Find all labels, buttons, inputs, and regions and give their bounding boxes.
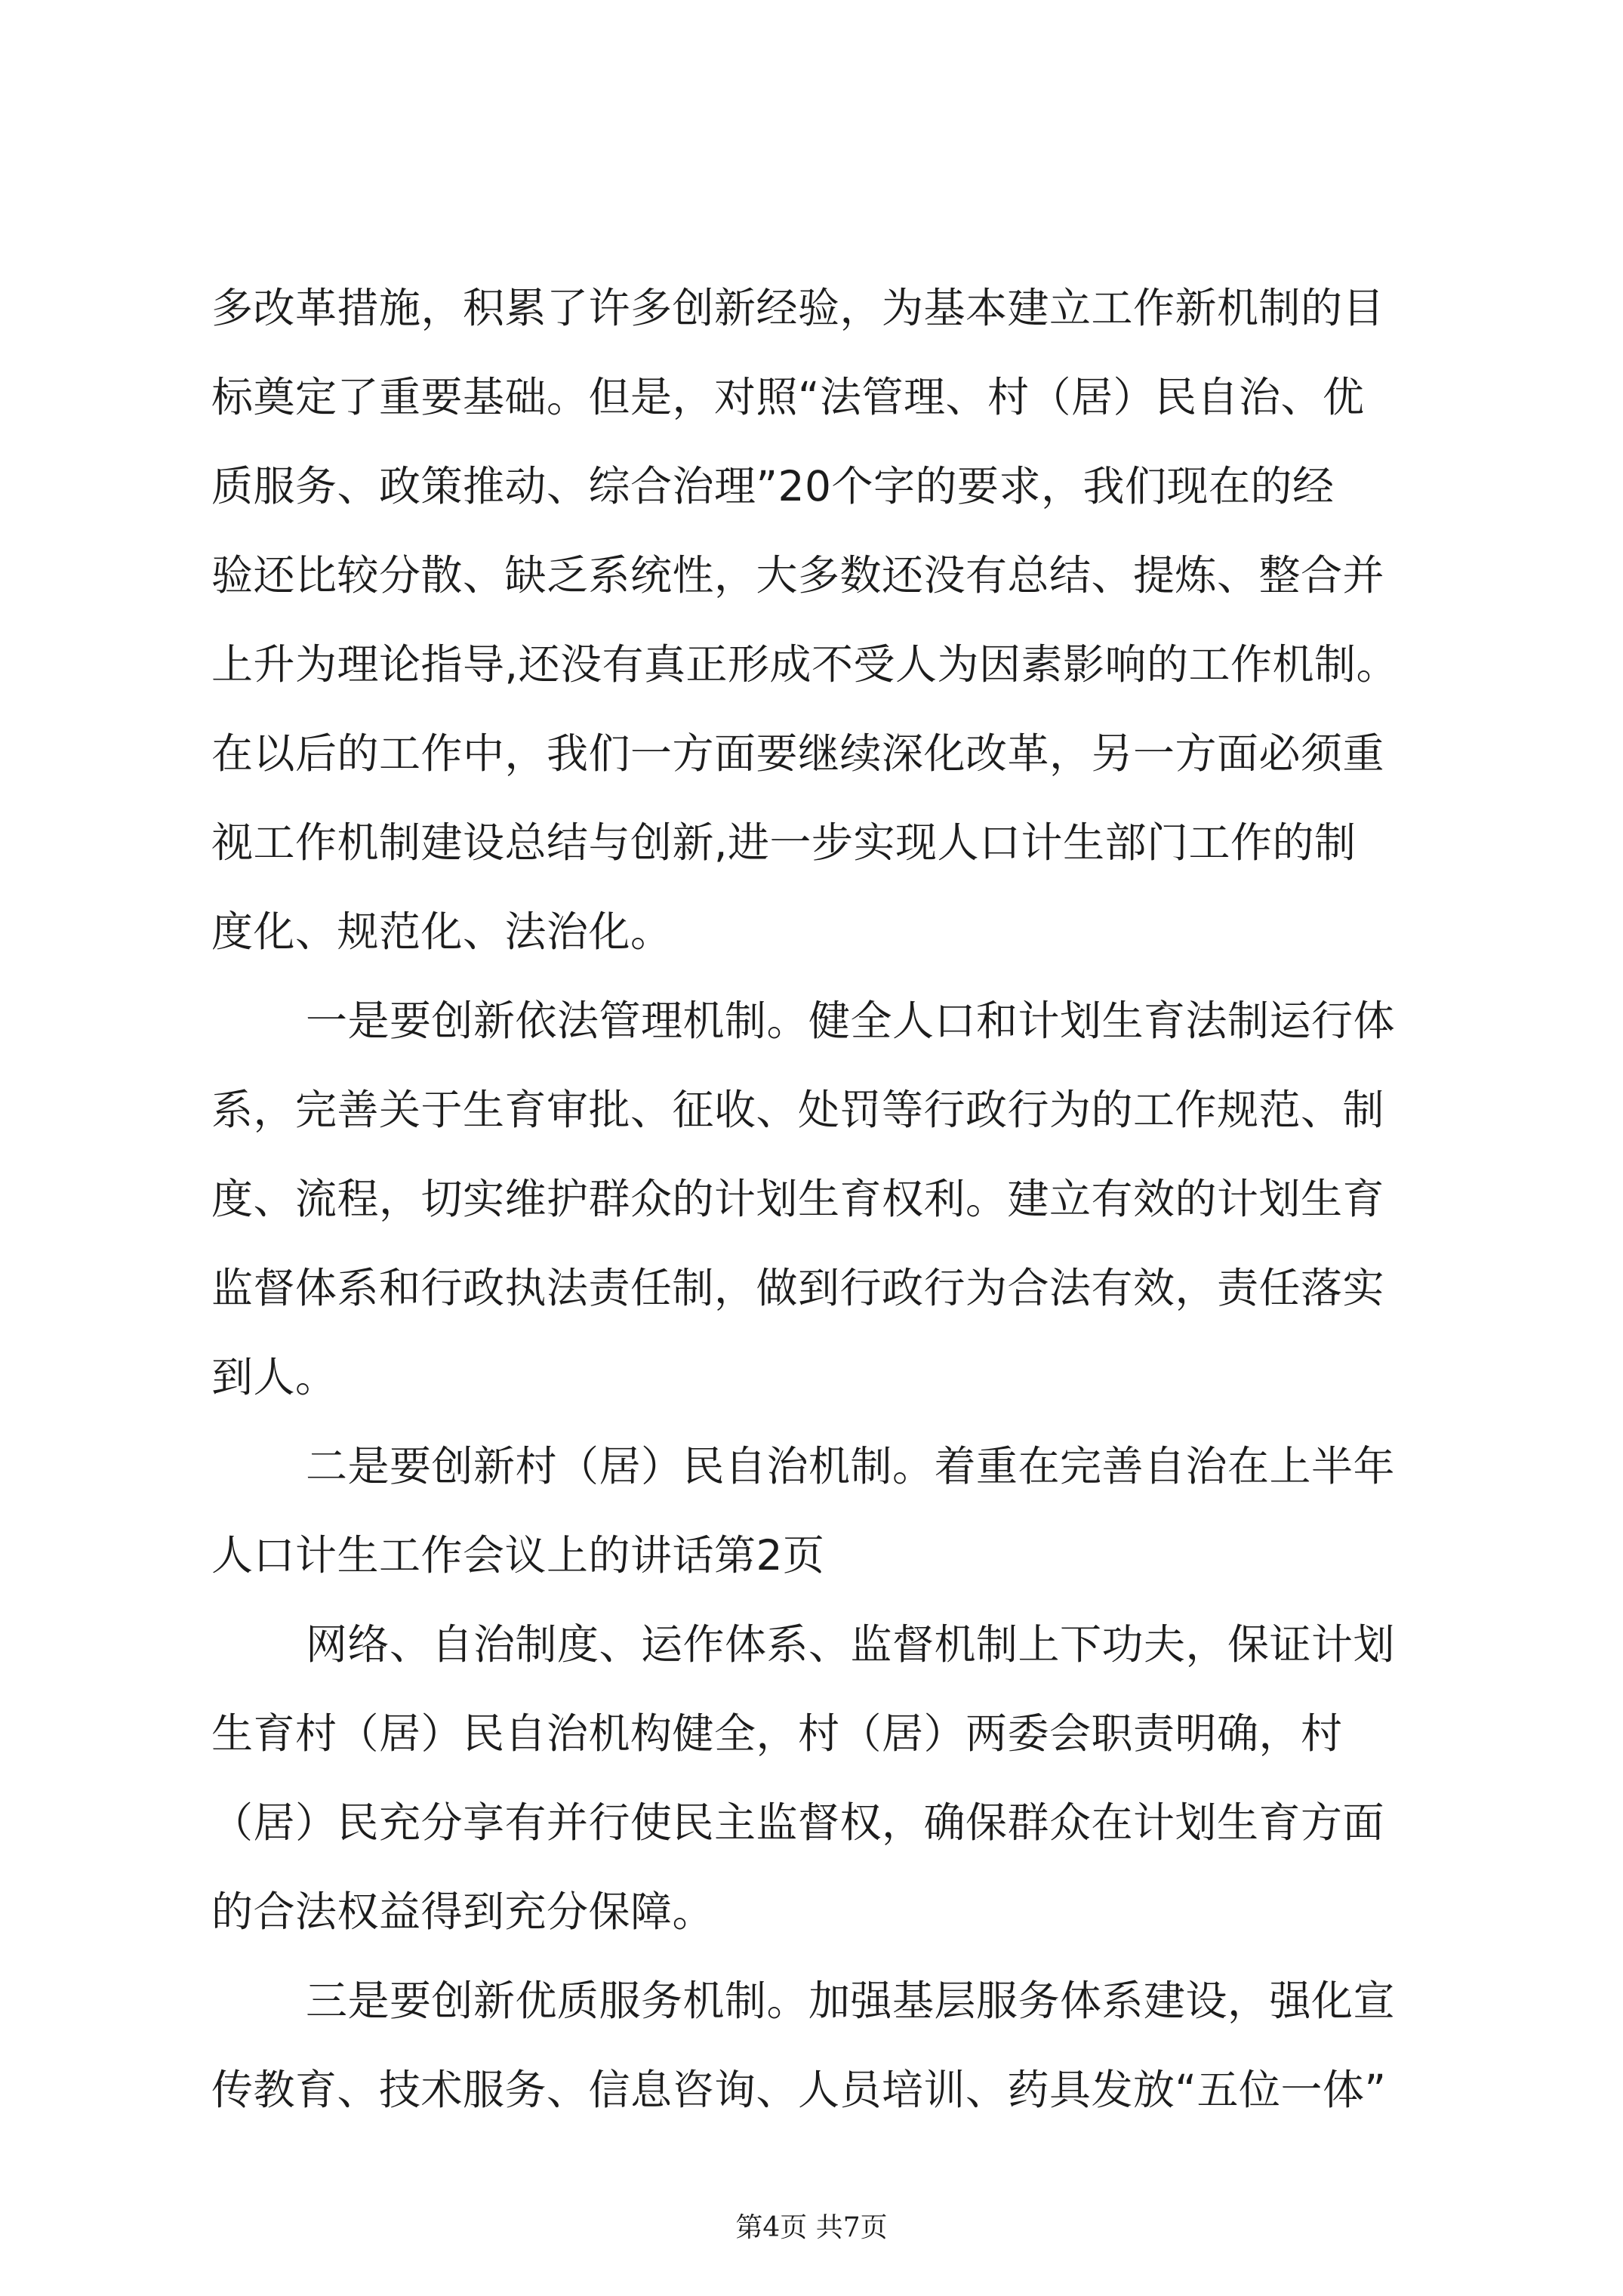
text-line-5: 上升为理论指导,还没有真正形成不受人为因素影响的工作机制。	[211, 640, 1398, 689]
text-line-15: 人口计生工作会议上的讲话第2页	[211, 1531, 825, 1579]
text-line-20: 三是要创新优质服务机制。加强基层服务体系建设，强化宣	[306, 1977, 1396, 2025]
text-line-7: 视工作机制建设总结与创新,进一步实现人口计生部门工作的制	[211, 818, 1357, 867]
text-line-12: 监督体系和行政执法责任制，做到行政行为合法有效，责任落实	[211, 1264, 1385, 1312]
text-line-16: 网络、自治制度、运作体系、监督机制上下功夫，保证计划	[306, 1620, 1396, 1669]
text-line-14: 二是要创新村（居）民自治机制。着重在完善自治在上半年	[306, 1442, 1396, 1490]
text-line-13: 到人。	[211, 1353, 337, 1401]
text-line-9: 一是要创新依法管理机制。健全人口和计划生育法制运行体	[306, 997, 1396, 1045]
text-line-18: （居）民充分享有并行使民主监督权，确保群众在计划生育方面	[211, 1798, 1385, 1847]
text-line-6: 在以后的工作中，我们一方面要继续深化改革，另一方面必须重	[211, 729, 1385, 778]
page-footer: 第4页 共7页	[735, 2212, 888, 2243]
text-line-8: 度化、规范化、法治化。	[211, 908, 673, 956]
text-line-17: 生育村（居）民自治机构健全，村（居）两委会职责明确，村	[211, 1709, 1343, 1758]
text-line-4: 验还比较分散、缺乏系统性，大多数还没有总结、提炼、整合并	[211, 551, 1385, 599]
text-line-2: 标奠定了重要基础。但是，对照“法管理、村（居）民自治、优	[211, 373, 1365, 421]
text-line-3: 质服务、政策推动、综合治理”20个字的要求，我们现在的经	[211, 462, 1335, 510]
text-line-10: 系，完善关于生育审批、征收、处罚等行政行为的工作规范、制	[211, 1086, 1385, 1134]
text-line-11: 度、流程，切实维护群众的计划生育权利。建立有效的计划生育	[211, 1175, 1385, 1223]
text-line-21: 传教育、技术服务、信息咨询、人员培训、药具发放“五位一体”	[211, 2066, 1387, 2114]
text-line-1: 多改革措施，积累了许多创新经验，为基本建立工作新机制的目	[211, 284, 1385, 332]
text-line-19: 的合法权益得到充分保障。	[211, 1888, 715, 1936]
